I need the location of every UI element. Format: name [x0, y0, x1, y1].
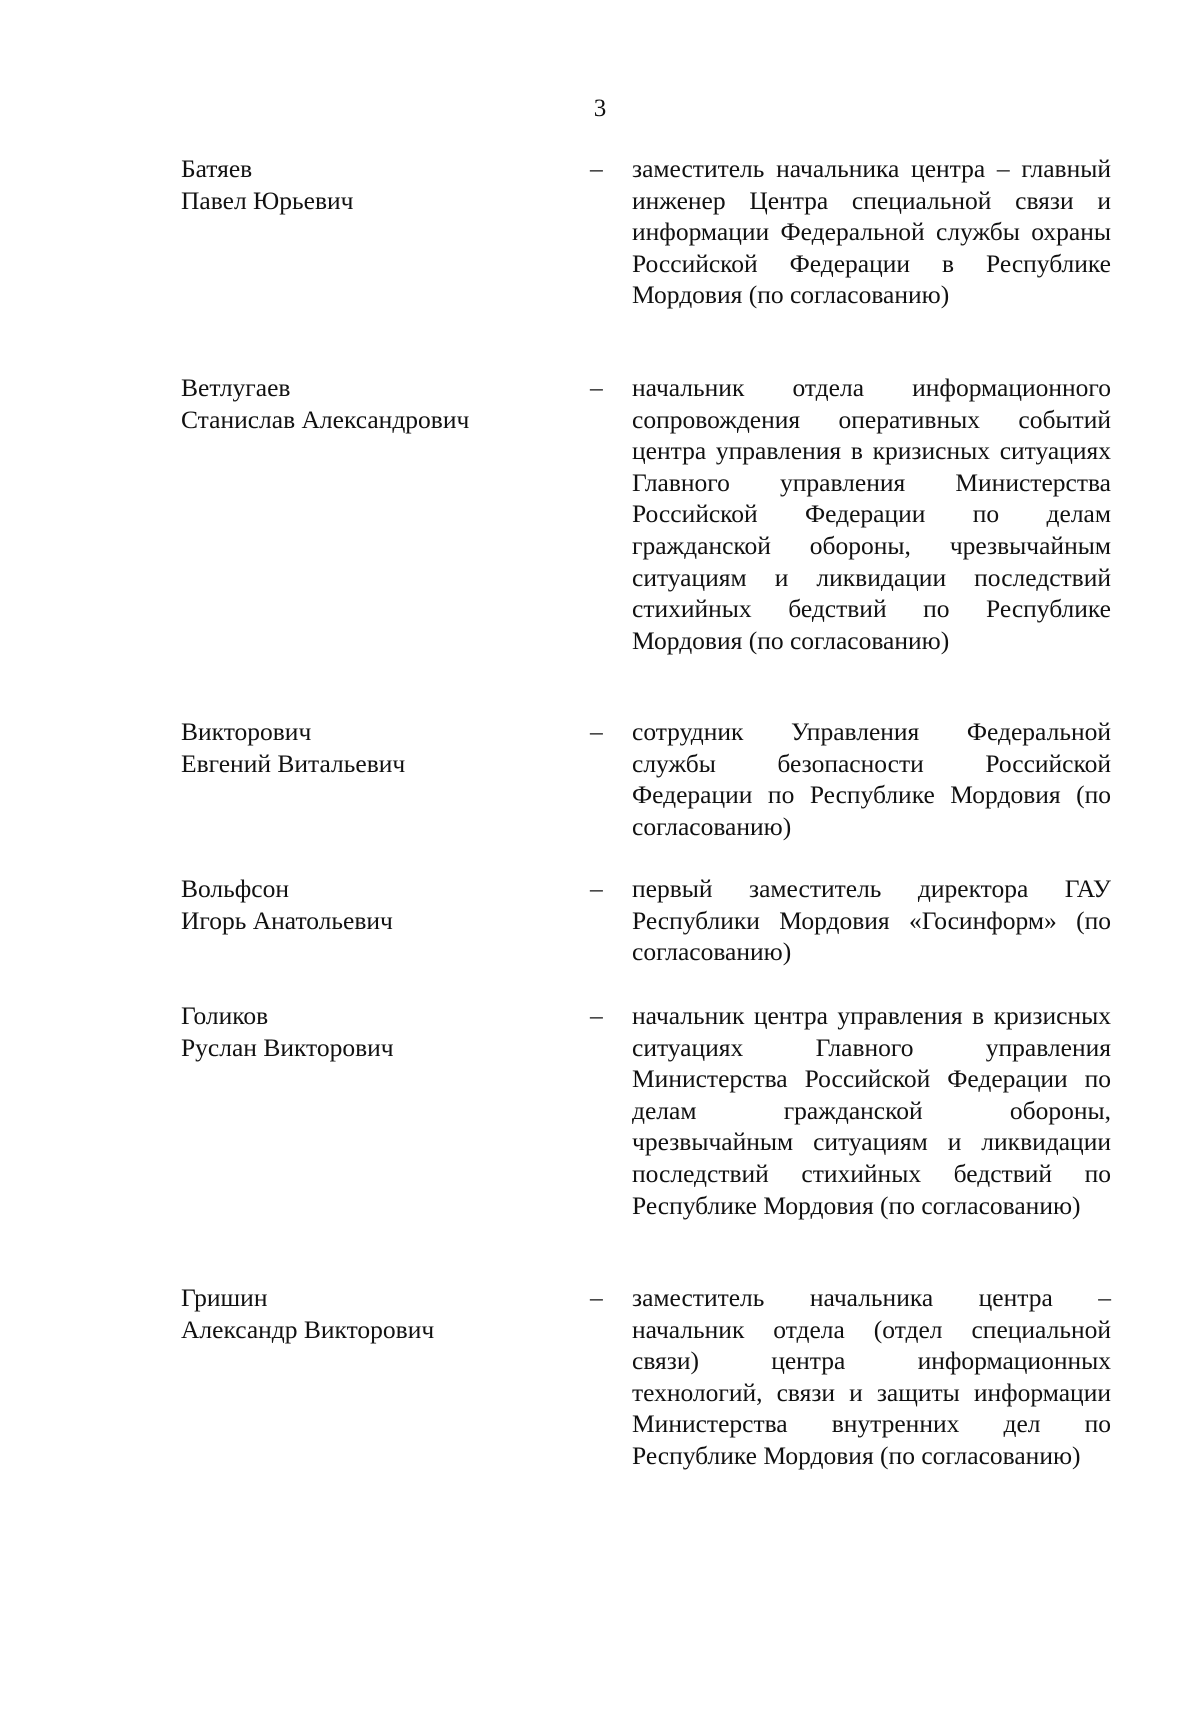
member-given-names: Станислав Александрович: [181, 404, 470, 434]
dash-separator: –: [590, 1001, 603, 1030]
member-surname: Вольфсон: [181, 874, 290, 903]
member-given-names: Павел Юрьевич: [181, 185, 354, 215]
member-role: заместитель начальника центра – главный инженер Центра специальной связи и информации Федеральной службы охраны Российской Федерации в Республике Мордовия (по согласованию): [632, 154, 1111, 310]
dash-separator: –: [590, 154, 603, 183]
dash-separator: –: [590, 1283, 603, 1312]
member-given-names: Александр Викторович: [181, 1314, 435, 1344]
member-role: начальник центра управления в кризисных ситуациях Главного управления Министерства Российской Федерации по делам гражданской обороны, чрезвычайным ситуациям и ликвидации последствий стихийных бедствий по Республике Мордовия (по согласованию): [632, 1001, 1111, 1220]
member-role: сотрудник Управления Федеральной службы безопасности Российской Федерации по Республике Мордовия (по согласованию): [632, 717, 1111, 841]
dash-separator: –: [590, 717, 603, 746]
member-given-names: Евгений Витальевич: [181, 748, 406, 778]
member-name: [181, 873, 581, 936]
member-name: [181, 716, 581, 779]
member-surname: Гришин: [181, 1283, 268, 1312]
member-surname: Викторович: [181, 717, 312, 746]
member-given-names: Руслан Викторович: [181, 1032, 394, 1062]
page-number: 3: [593, 95, 607, 122]
member-surname: Голиков: [181, 1001, 269, 1030]
member-given-names: Игорь Анатольевич: [181, 905, 393, 935]
member-surname: Батяев: [181, 154, 253, 183]
member-surname: Ветлугаев: [181, 373, 291, 402]
dash-separator: –: [590, 373, 603, 402]
member-name: [181, 372, 581, 435]
member-role: заместитель начальника центра – начальник отдела (отдел специальной связи) центра информационных технологий, связи и защиты информации Министерства внутренних дел по Республике Мордовия (по согласованию): [632, 1283, 1111, 1470]
member-name: [181, 1000, 581, 1063]
member-role: первый заместитель директора ГАУ Республики Мордовия «Госинформ» (по согласованию): [632, 874, 1111, 967]
member-name: [181, 153, 581, 216]
dash-separator: –: [590, 874, 603, 903]
member-name: [181, 1282, 581, 1345]
member-role: начальник отдела информационного сопровождения оперативных событий центра управления в кризисных ситуациях Главного управления Министерства Российской Федерации по делам гражданской обороны, чрезвычайным ситуациям и ликвидации последствий стихийных бедствий по Республике Мордовия (по согласованию): [632, 373, 1111, 655]
